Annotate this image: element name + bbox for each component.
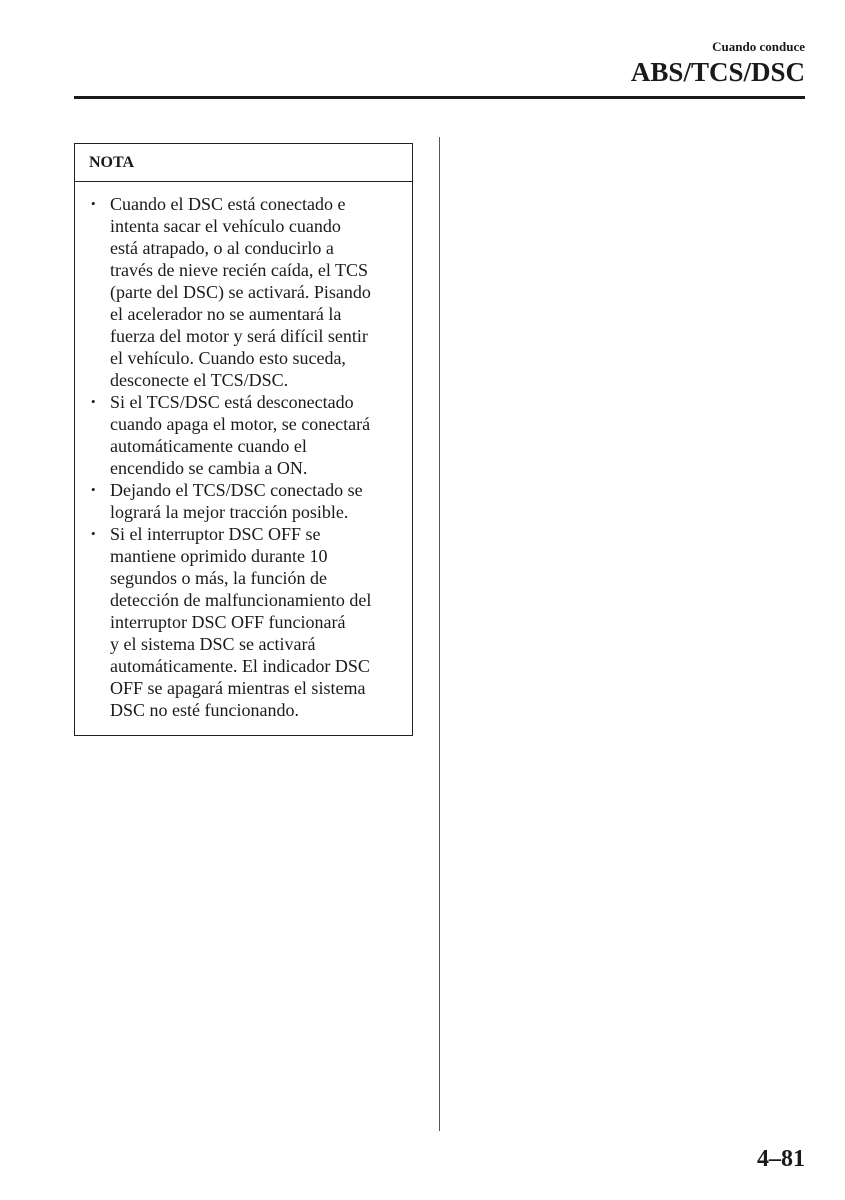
note-line: intenta sacar el vehículo cuando bbox=[110, 216, 341, 236]
note-item-3 bbox=[91, 479, 404, 523]
note-line: DSC no esté funcionando. bbox=[110, 700, 299, 720]
page-title: ABS/TCS/DSC bbox=[630, 57, 805, 87]
section-label: Cuando conduce bbox=[712, 39, 805, 54]
note-line: el vehículo. Cuando esto suceda, bbox=[110, 348, 346, 368]
note-line: OFF se apagará mientras el sistema bbox=[110, 678, 366, 698]
note-item-1 bbox=[91, 193, 404, 391]
note-item-2 bbox=[91, 391, 404, 479]
note-line: segundos o más, la función de bbox=[110, 568, 327, 588]
note-line: encendido se cambia a ON. bbox=[110, 458, 308, 478]
note-line: fuerza del motor y será difícil sentir bbox=[110, 326, 368, 346]
bullet-icon: • bbox=[91, 394, 96, 409]
bullet-icon: • bbox=[91, 526, 96, 541]
note-line: Dejando el TCS/DSC conectado se bbox=[110, 480, 363, 500]
note-box bbox=[74, 143, 413, 736]
note-line: interruptor DSC OFF funcionará bbox=[110, 612, 346, 632]
note-line: automáticamente cuando el bbox=[110, 436, 307, 456]
note-line: el acelerador no se aumentará la bbox=[110, 304, 342, 324]
note-list bbox=[75, 182, 412, 721]
bullet-icon: • bbox=[91, 482, 96, 497]
note-heading: NOTA bbox=[75, 144, 412, 182]
bullet-icon: • bbox=[91, 196, 96, 211]
note-line: detección de malfuncionamiento del bbox=[110, 590, 372, 610]
note-line: mantiene oprimido durante 10 bbox=[110, 546, 328, 566]
note-line: y el sistema DSC se activará bbox=[110, 634, 316, 654]
column-divider bbox=[439, 137, 440, 1131]
note-item-4 bbox=[91, 523, 404, 721]
header-rule bbox=[74, 96, 805, 99]
note-line: automáticamente. El indicador DSC bbox=[110, 656, 370, 676]
note-line: Si el TCS/DSC está desconectado bbox=[110, 392, 354, 412]
note-line: Cuando el DSC está conectado e bbox=[110, 194, 346, 214]
page-number: 4–81 bbox=[757, 1146, 805, 1172]
note-line: está atrapado, o al conducirlo a bbox=[110, 238, 334, 258]
note-line: logrará la mejor tracción posible. bbox=[110, 502, 349, 522]
note-line: cuando apaga el motor, se conectará bbox=[110, 414, 371, 434]
note-line: desconecte el TCS/DSC. bbox=[110, 370, 289, 390]
note-line: (parte del DSC) se activará. Pisando bbox=[110, 282, 371, 302]
note-line: Si el interruptor DSC OFF se bbox=[110, 524, 321, 544]
note-line: través de nieve recién caída, el TCS bbox=[110, 260, 369, 280]
